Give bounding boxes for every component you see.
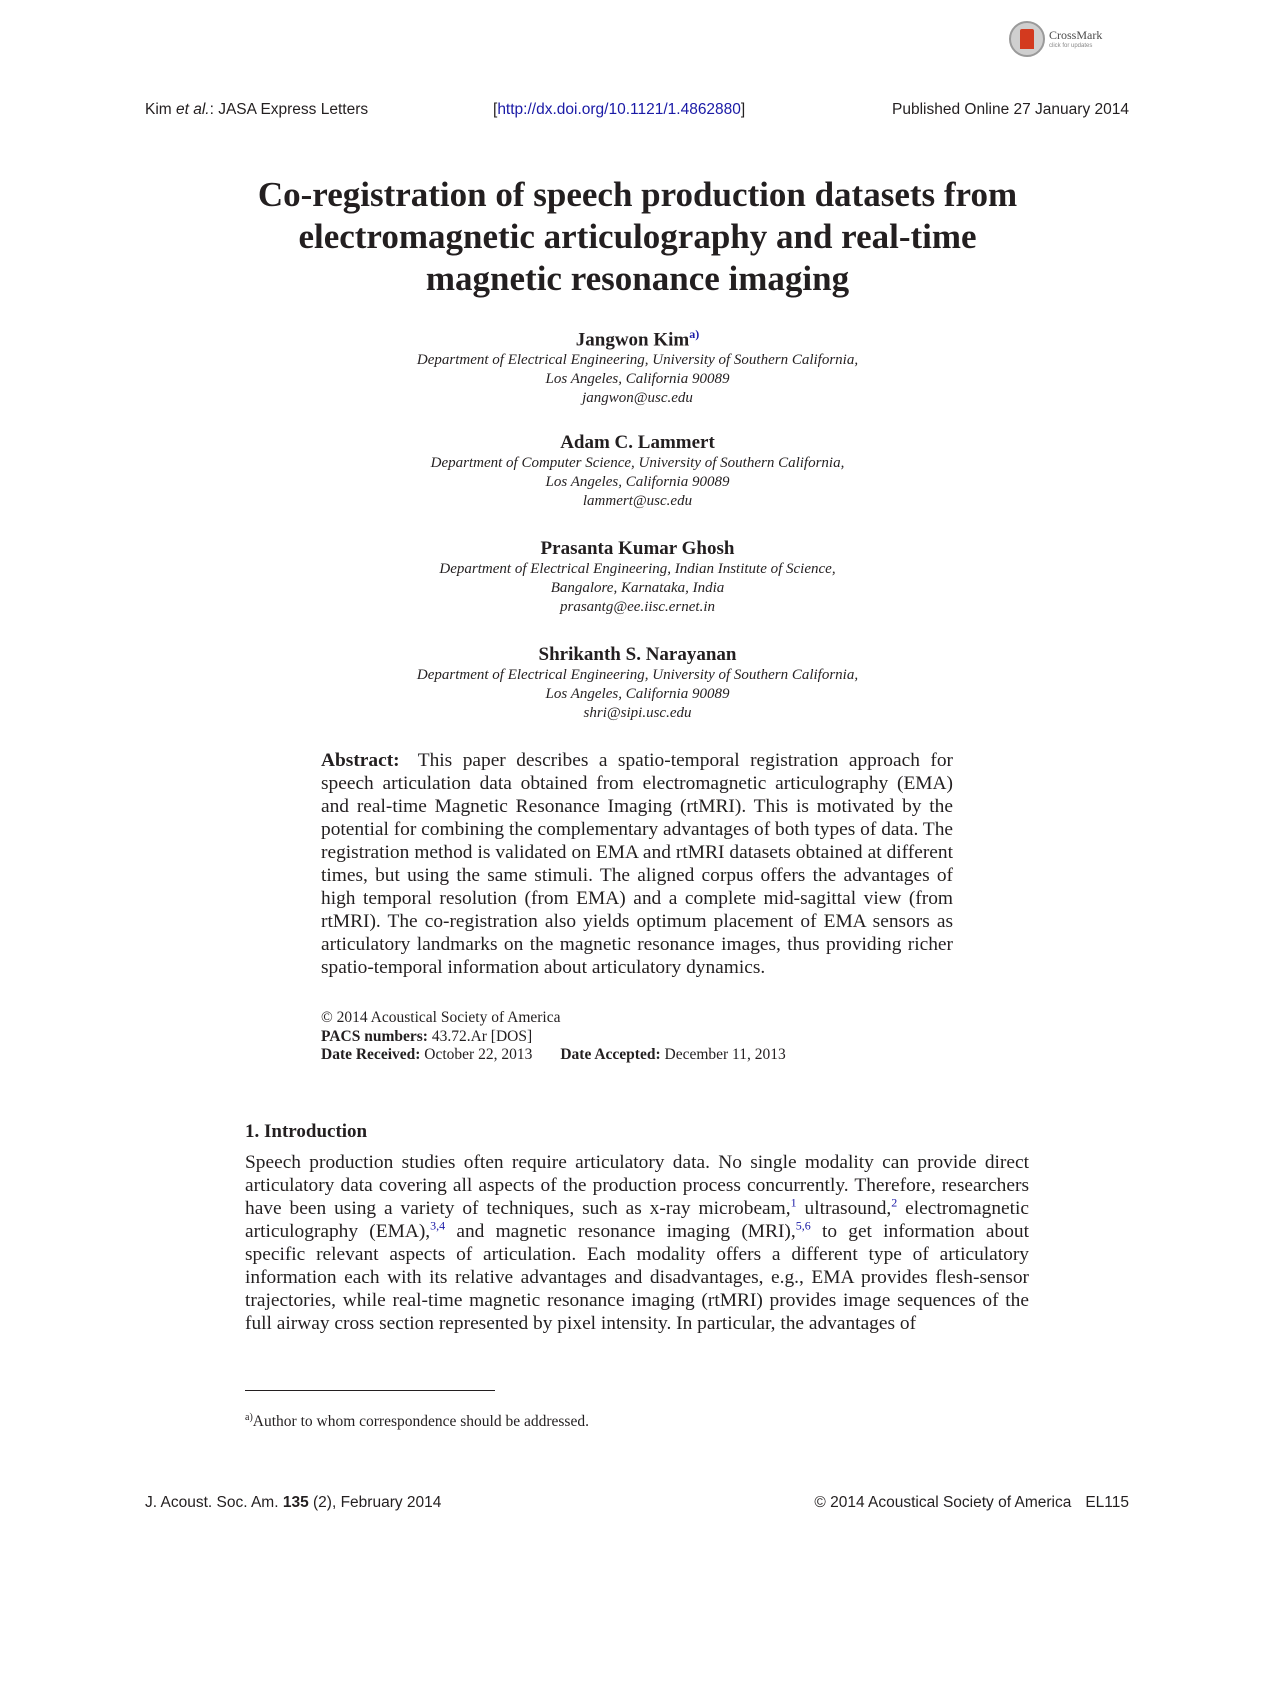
doi-link[interactable]: http://dx.doi.org/10.1121/1.4862880	[497, 101, 741, 118]
reference-link[interactable]: 5,6	[795, 1218, 811, 1233]
author-name	[280, 323, 995, 351]
author-block	[280, 644, 995, 723]
footer-citation	[145, 1494, 441, 1512]
pacs-line	[321, 1028, 961, 1047]
author-city: Los Angeles, California 90089	[545, 371, 730, 388]
crossmark-text	[1049, 29, 1102, 49]
header-published-date: Published Online 27 January 2014	[892, 101, 1129, 118]
author-department: Department of Electrical Engineering, University of Southern California,	[416, 352, 859, 369]
accepted-value: December 11, 2013	[660, 1046, 786, 1063]
doi-bracket-open: [	[493, 101, 498, 118]
crossmark-title: CrossMark	[1049, 28, 1103, 42]
pacs-label: PACS numbers:	[321, 1027, 428, 1045]
author-name: Shrikanth S. Narayanan	[538, 644, 737, 665]
footer-issue: (2), February 2014	[308, 1494, 442, 1511]
footnote-mark: a)	[245, 1412, 253, 1423]
running-footer	[145, 1494, 1129, 1514]
footer-volume: 135	[282, 1494, 309, 1511]
footer-journal: J. Acoust. Soc. Am.	[145, 1494, 283, 1511]
author-department: Department of Electrical Engineering, University of Southern California,	[416, 667, 859, 683]
author-name: Adam C. Lammert	[560, 432, 715, 453]
author-city: Bangalore, Karnataka, India	[550, 580, 725, 596]
footer-copyright: © 2014 Acoustical Society of America	[814, 1494, 1072, 1511]
copyright-line: © 2014 Acoustical Society of America	[321, 1009, 561, 1026]
author-name: Prasanta Kumar Ghosh	[540, 538, 735, 559]
intro-text-part: to get information about specific relevant aspects of articulation. Each modality offers a different type of articulatory information each with its relative advantages and disadvantages, e.g., EMA provides flesh-sensor trajectories, while real-time magnetic resonance imaging (rtMRI) provides image sequences of the full airway cross section represented by pixel intensity. In particular, the advantages of	[245, 1221, 1029, 1334]
received-value: October 22, 2013	[420, 1046, 533, 1063]
author-email: prasantg@ee.iisc.ernet.in	[559, 599, 716, 615]
intro-text-part: ultrasound,	[796, 1198, 892, 1219]
paper-title	[180, 174, 1095, 300]
footer-right	[814, 1494, 1129, 1512]
author-city: Los Angeles, California 90089	[545, 474, 730, 490]
crossmark-subtitle: click for updates	[1049, 43, 1093, 49]
footnote	[245, 1412, 589, 1431]
doi-bracket-close: ]	[740, 101, 746, 118]
page-number: EL115	[1085, 1494, 1129, 1511]
abstract-label: Abstract:	[321, 750, 400, 771]
article-meta	[321, 1009, 961, 1065]
footnote-ref-link[interactable]: a)	[689, 327, 700, 341]
header-author: Kim	[145, 101, 176, 118]
author-department: Department of Computer Science, University of Southern California,	[430, 455, 845, 471]
abstract-text: This paper describes a spatio-temporal registration approach for speech articulation data obtained from electromagnetic articulography (EMA) and real-time Magnetic Resonance Imaging (rtMRI). This is motivated by the potential for combining the complementary advantages of both types of data. The registration method is validated on EMA and rtMRI datasets obtained at different times, but using the same stimuli. The aligned corpus offers the advantages of high temporal resolution (from EMA) and a complete mid-sagittal view (from rtMRI). The co-registration also yields optimum placement of EMA sensors as articulatory landmarks on the magnetic resonance images, thus providing richer spatio-temporal information about articulatory dynamics.	[321, 750, 953, 978]
dates-line	[321, 1046, 961, 1065]
header-citation	[145, 101, 368, 119]
title-line: Co-registration of speech production datasets from	[257, 175, 1018, 214]
title-line: magnetic resonance imaging	[425, 259, 850, 298]
author-email: jangwon@usc.edu	[582, 390, 693, 407]
accepted-group	[560, 1046, 785, 1063]
author-block	[280, 432, 995, 511]
author-name-text: Jangwon Kim	[575, 329, 690, 351]
intro-text-part: and magnetic resonance imaging (MRI),	[445, 1221, 796, 1242]
footnote-divider	[245, 1390, 495, 1391]
introduction-text	[245, 1151, 1029, 1335]
accepted-label: Date Accepted:	[560, 1046, 661, 1063]
title-line: electromagnetic articulography and real-time	[298, 217, 977, 256]
intro-text-part: electromagnetic articulography (EMA),	[245, 1198, 1029, 1242]
abstract	[321, 749, 953, 979]
reference-link[interactable]: 1	[790, 1195, 797, 1210]
crossmark-badge[interactable]	[1009, 18, 1119, 60]
author-email: shri@sipi.usc.edu	[583, 705, 692, 721]
intro-text-part: Speech production studies often require articulatory data. No single modality can provide direct articulatory data covering all aspects of the production process concurrently. Therefore, researchers have been using a variety of techniques, such as x-ray microbeam,	[245, 1152, 1029, 1219]
reference-link[interactable]: 3,4	[430, 1218, 446, 1233]
author-city: Los Angeles, California 90089	[545, 686, 730, 702]
section-heading-introduction: 1. Introduction	[245, 1121, 368, 1142]
header-journal: : JASA Express Letters	[209, 101, 369, 118]
reference-link[interactable]: 2	[891, 1195, 898, 1210]
header-doi	[493, 101, 745, 119]
received-label: Date Received:	[321, 1046, 421, 1063]
running-header	[145, 101, 1129, 121]
author-email: lammert@usc.edu	[582, 493, 693, 509]
author-block	[280, 538, 995, 617]
footnote-text: Author to whom correspondence should be addressed.	[252, 1413, 589, 1431]
header-etal: et al.	[176, 101, 210, 118]
pacs-value: 43.72.Ar [DOS]	[427, 1027, 533, 1045]
crossmark-icon	[1009, 21, 1045, 57]
author-block	[280, 323, 995, 408]
author-department: Department of Electrical Engineering, Indian Institute of Science,	[439, 561, 836, 577]
